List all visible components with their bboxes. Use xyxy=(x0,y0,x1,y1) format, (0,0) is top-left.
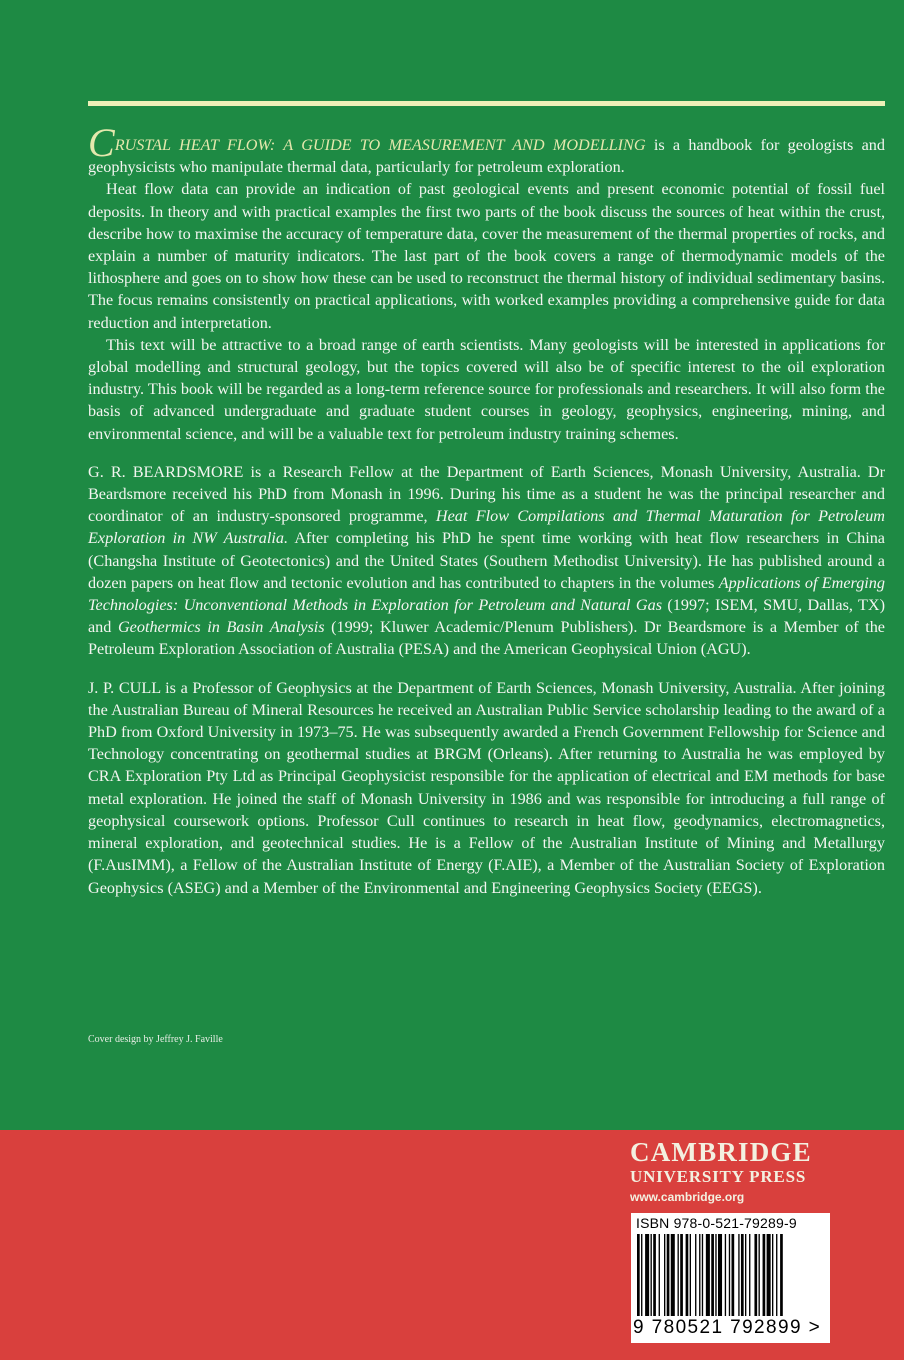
isbn-barcode-box xyxy=(631,1213,830,1343)
barcode-bar xyxy=(732,1234,735,1316)
barcode-bar xyxy=(678,1234,679,1316)
bio1-italic-volume2: Geothermics in Basin Analysis xyxy=(117,618,325,637)
back-cover-copy xyxy=(88,120,885,899)
publisher-website: www.cambridge.org xyxy=(630,1190,745,1204)
barcode-bar xyxy=(725,1234,726,1316)
barcode-bar xyxy=(641,1234,642,1316)
title-text: RUSTAL HEAT FLOW: A GUIDE TO MEASUREMENT AND MODELLING xyxy=(114,136,646,154)
barcode-bar xyxy=(741,1234,744,1316)
description-paragraph: Heat flow data can provide an indication of past geological events and present economic potential of fossil fuel deposits. In theory and with practical examples the first two parts of the book discuss the sources of heat within the crust, describe how to maximise the accuracy of temperature data, cover the measurement of the thermal properties of rocks, and explain a number of maturity indicators. The last part of the book covers a range of thermodynamic models of the lithosphere and goes on to show how these can be used to reconstruct the thermal history of individual sedimentary basins. The focus remains consistently on practical applications, with worked examples providing a comprehensive guide for data reduction and interpretation. xyxy=(88,180,885,332)
audience-paragraph: This text will be attractive to a broad range of earth scientists. Many geologists will be interested in applications for global modelling and structural geology, but the topics covered will also be of specific interest to the oil exploration industry. This book will be regarded as a long-term reference source for professionals and researchers. It will also form the basis of advanced undergraduate and graduate student courses in geology, geophysics, engineering, mining, and environmental science, and will be a valuable text for petroleum industry training schemes. xyxy=(88,335,885,443)
barcode-bar xyxy=(690,1234,691,1316)
barcode-bar xyxy=(745,1234,746,1316)
publisher-name: CAMBRIDGE xyxy=(630,1137,812,1167)
barcode-bar xyxy=(659,1234,660,1316)
intro-paragraph xyxy=(88,120,885,178)
isbn-label: ISBN 978-0-521-79289-9 xyxy=(636,1215,797,1231)
publisher-logo xyxy=(630,1138,840,1207)
bio1-italic-programme: Heat Flow Compilations and Thermal Maturation for Petroleum Exploration in NW Australia. xyxy=(88,507,885,548)
bio1-text-c: (1997; ISEM, SMU, Dallas, TX) and xyxy=(88,596,885,637)
bio1-text-b: After completing his PhD he spent time working with heat flow researchers in China (Changsha Institute of Geotectonics) and the United States (Southern Methodist University). He has published around a dozen papers on heat flow and tectonic evolution and has contributed to chapters in the volumes xyxy=(88,529,885,592)
barcode-bar xyxy=(780,1234,783,1316)
barcode-bar xyxy=(729,1234,730,1316)
barcode-bar xyxy=(776,1234,777,1316)
barcode-bar xyxy=(767,1234,771,1316)
barcode-bar xyxy=(749,1234,750,1316)
book-title xyxy=(88,120,646,165)
barcode-bar xyxy=(706,1234,710,1316)
barcode-bar xyxy=(699,1234,700,1316)
barcode-digits: 9 780521 792899 > xyxy=(633,1317,822,1338)
barcode-bar xyxy=(702,1234,703,1316)
barcode-bar xyxy=(763,1234,766,1316)
barcode-bar xyxy=(651,1234,652,1316)
barcode-bar xyxy=(686,1234,689,1316)
barcode-bar xyxy=(653,1234,656,1316)
barcode-bar xyxy=(754,1234,757,1316)
author-bio-beardsmore xyxy=(88,461,885,661)
top-rule xyxy=(88,101,885,106)
barcode-bar xyxy=(738,1234,739,1316)
barcode-icon xyxy=(637,1234,824,1316)
barcode-bar xyxy=(667,1234,670,1316)
barcode-bar xyxy=(715,1234,716,1316)
barcode-bar xyxy=(671,1234,675,1316)
publisher-press: UNIVERSITY PRESS xyxy=(630,1167,807,1186)
barcode-bar xyxy=(711,1234,714,1316)
barcode-bar xyxy=(637,1234,640,1316)
barcode-bar xyxy=(680,1234,683,1316)
cover-credit: Cover design by Jeffrey J. Faville xyxy=(88,1034,223,1045)
bio1-text-a: G. R. BEARDSMORE is a Research Fellow at the Department of Earth Sciences, Monash University, Australia. Dr Beardsmore received his PhD from Monash in 1996. During his time as a student he was the principal researcher and coordinator of an industry-sponsored programme, xyxy=(88,462,885,526)
barcode-bar xyxy=(664,1234,665,1316)
intro-text: is a handbook for geologists and geophysicists who manipulate thermal data, particularly for petroleum exploration. xyxy=(88,136,885,177)
barcode-bar xyxy=(695,1234,696,1316)
barcode-bar xyxy=(772,1234,773,1316)
bio1-italic-volume1: Applications of Emerging Technologies: Unconventional Methods in Exploration for Petroleum and Natural Gas xyxy=(88,573,885,615)
author-bio-cull: J. P. CULL is a Professor of Geophysics at the Department of Earth Sciences, Monash University, Australia. After joining the Australian Bureau of Mineral Resources he received an Australian Public Service scholarship leading to the award of a PhD from Oxford University in 1973–75. He was subsequently awarded a French Government Fellowship for Science and Technology concentrating on geothermal studies at BRGM (Orleans). After returning to Australia he was employed by CRA Exploration Pty Ltd as Principal Geophysicist responsible for the application of electrical and EM methods for base metal exploration. He joined the staff of Monash University in 1986 and was responsible for introducing a full range of geophysical coursework options. Professor Cull continues to research in heat flow, geodynamics, electromagnetics, mineral exploration, and geotechnical studies. He is a Fellow of the Australian Institute of Mining and Metallurgy (F.AusIMM), a Fellow of the Australian Institute of Energy (F.AIE), a Member of the Australian Society of Exploration Geophysics (ASEG) and a Member of the Environmental and Engineering Geophysics Society (EEGS). xyxy=(88,678,885,897)
barcode-bar xyxy=(645,1234,649,1316)
bio1-text-d: (1999; Kluwer Academic/Plenum Publishers). Dr Beardsmore is a Member of the Petroleum Exploration Association of Australia (PESA) and the American Geophysical Union (AGU). xyxy=(88,618,885,659)
barcode-bar xyxy=(718,1234,722,1316)
barcode-bar xyxy=(759,1234,760,1316)
title-dropcap: C xyxy=(88,120,115,165)
